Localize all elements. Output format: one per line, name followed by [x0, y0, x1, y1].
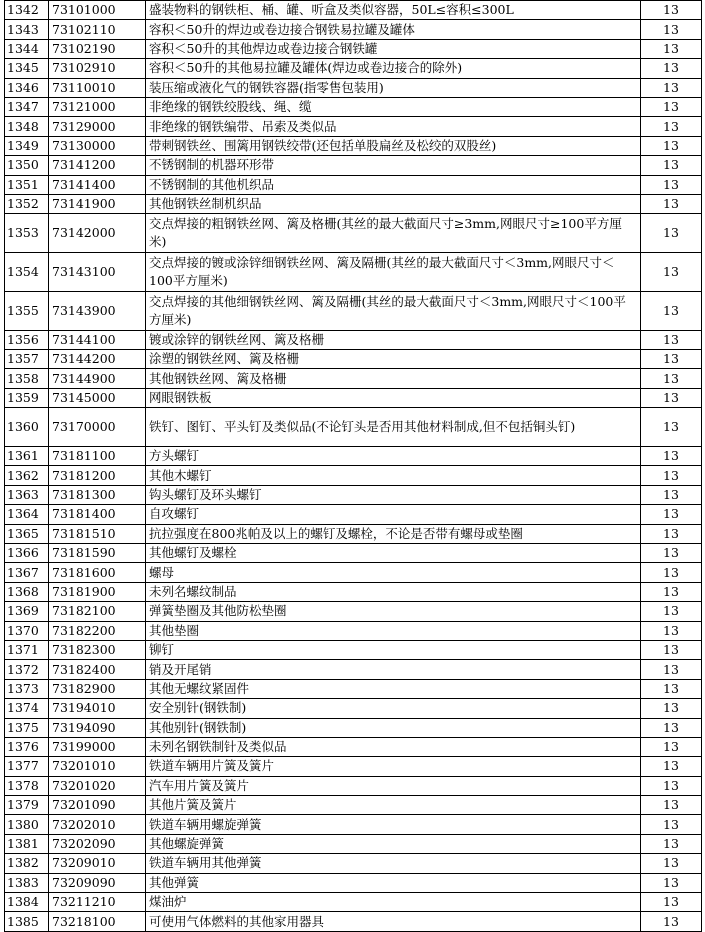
- hs-code-cell: 73181100: [49, 447, 146, 466]
- hs-code-cell: 73144900: [49, 369, 146, 388]
- rate-cell: 13: [641, 20, 702, 39]
- description-cell: 螺母: [146, 563, 641, 582]
- description-cell: 汽车用片簧及簧片: [146, 776, 641, 795]
- description-cell: 网眼钢铁板: [146, 388, 641, 407]
- table-row: [5, 524, 702, 543]
- hs-code-cell: 73144100: [49, 330, 146, 349]
- row-number-cell: 1385: [5, 912, 49, 931]
- rate-cell: 13: [641, 136, 702, 155]
- description-cell: 方头螺钉: [146, 447, 641, 466]
- hs-code-cell: 73141200: [49, 156, 146, 175]
- table-row: [5, 679, 702, 698]
- table-row: [5, 330, 702, 349]
- hs-code-cell: 73182400: [49, 660, 146, 679]
- row-number-cell: 1380: [5, 815, 49, 834]
- description-cell: 其他木螺钉: [146, 466, 641, 485]
- description-cell: 其他钢铁丝制机织品: [146, 194, 641, 213]
- hs-code-cell: 73209090: [49, 873, 146, 892]
- hs-code-cell: 73182900: [49, 679, 146, 698]
- row-number-cell: 1363: [5, 485, 49, 504]
- row-number-cell: 1364: [5, 505, 49, 524]
- table-row: [5, 737, 702, 756]
- hs-code-cell: 73194090: [49, 718, 146, 737]
- hs-code-cell: 73181400: [49, 505, 146, 524]
- rate-cell: 13: [641, 117, 702, 136]
- hs-code-cell: 73181900: [49, 582, 146, 601]
- hs-code-cell: 73121000: [49, 97, 146, 116]
- description-cell: 交点焊接的其他细钢铁丝网、篱及隔栅(其丝的最大截面尺寸＜3mm,网眼尺寸＜100平方厘米): [146, 291, 641, 330]
- description-cell: 其他垫圈: [146, 621, 641, 640]
- row-number-cell: 1376: [5, 737, 49, 756]
- table-row: [5, 214, 702, 253]
- rate-cell: 13: [641, 640, 702, 659]
- rate-cell: 13: [641, 175, 702, 194]
- hs-code-cell: 73143900: [49, 291, 146, 330]
- table-row: [5, 175, 702, 194]
- description-cell: 铆钉: [146, 640, 641, 659]
- description-cell: 未列名钢铁制针及类似品: [146, 737, 641, 756]
- rate-cell: 13: [641, 718, 702, 737]
- table-row: [5, 563, 702, 582]
- table-row: [5, 660, 702, 679]
- table-row: [5, 544, 702, 563]
- row-number-cell: 1367: [5, 563, 49, 582]
- description-cell: 其他螺钉及螺栓: [146, 544, 641, 563]
- description-cell: 弹簧垫圈及其他防松垫圈: [146, 602, 641, 621]
- description-cell: 其他片簧及簧片: [146, 796, 641, 815]
- description-cell: 非绝缘的钢铁绞股线、绳、缆: [146, 97, 641, 116]
- row-number-cell: 1344: [5, 39, 49, 58]
- rate-cell: 13: [641, 388, 702, 407]
- hs-code-cell: 73170000: [49, 408, 146, 447]
- hs-code-cell: 73201020: [49, 776, 146, 795]
- description-cell: 其他钢铁丝网、篱及格栅: [146, 369, 641, 388]
- table-row: [5, 156, 702, 175]
- table-row: [5, 582, 702, 601]
- row-number-cell: 1373: [5, 679, 49, 698]
- hs-code-cell: 73182200: [49, 621, 146, 640]
- row-number-cell: 1355: [5, 291, 49, 330]
- rate-cell: 13: [641, 485, 702, 504]
- hs-code-cell: 73102110: [49, 20, 146, 39]
- rate-cell: 13: [641, 796, 702, 815]
- table-row: [5, 350, 702, 369]
- row-number-cell: 1370: [5, 621, 49, 640]
- rate-cell: 13: [641, 524, 702, 543]
- table-row: [5, 194, 702, 213]
- row-number-cell: 1349: [5, 136, 49, 155]
- rate-cell: 13: [641, 156, 702, 175]
- row-number-cell: 1365: [5, 524, 49, 543]
- hs-code-cell: 73201010: [49, 757, 146, 776]
- description-cell: 盛装物料的钢铁柜、桶、罐、听盒及类似容器，50L≤容积≤300L: [146, 1, 641, 20]
- description-cell: 涂塑的钢铁丝网、篱及格栅: [146, 350, 641, 369]
- rate-cell: 13: [641, 505, 702, 524]
- hs-code-cell: 73181590: [49, 544, 146, 563]
- description-cell: 不锈钢制的其他机织品: [146, 175, 641, 194]
- rate-cell: 13: [641, 563, 702, 582]
- hs-code-cell: 73209010: [49, 854, 146, 873]
- row-number-cell: 1342: [5, 1, 49, 20]
- table-row: [5, 466, 702, 485]
- rate-cell: 13: [641, 737, 702, 756]
- hs-code-cell: 73129000: [49, 117, 146, 136]
- description-cell: 带刺钢铁丝、围篱用钢铁绞带(还包括单股扁丝及松绞的双股丝): [146, 136, 641, 155]
- description-cell: 铁道车辆用螺旋弹簧: [146, 815, 641, 834]
- rate-cell: 13: [641, 59, 702, 78]
- description-cell: 容积＜50升的其他焊边或卷边接合钢铁罐: [146, 39, 641, 58]
- description-cell: 不锈钢制的机器环形带: [146, 156, 641, 175]
- description-cell: 煤油炉: [146, 893, 641, 912]
- description-cell: 其他别针(钢铁制): [146, 718, 641, 737]
- description-cell: 其他无螺纹紧固件: [146, 679, 641, 698]
- table-row: [5, 447, 702, 466]
- row-number-cell: 1346: [5, 78, 49, 97]
- hs-code-cell: 73143100: [49, 253, 146, 292]
- description-cell: 容积＜50升的其他易拉罐及罐体(焊边或卷边接合的除外): [146, 59, 641, 78]
- row-number-cell: 1378: [5, 776, 49, 795]
- description-cell: 交点焊接的粗钢铁丝网、篱及格栅(其丝的最大截面尺寸≥3mm,网眼尺寸≥100平方厘米): [146, 214, 641, 253]
- rate-cell: 13: [641, 194, 702, 213]
- description-cell: 铁道车辆用片簧及簧片: [146, 757, 641, 776]
- description-cell: 铁钉、图钉、平头钉及类似品(不论钉头是否用其他材料制成,但不包括铜头钉): [146, 408, 641, 447]
- hs-code-cell: 73130000: [49, 136, 146, 155]
- rate-cell: 13: [641, 447, 702, 466]
- rate-cell: 13: [641, 679, 702, 698]
- hs-code-cell: 73199000: [49, 737, 146, 756]
- row-number-cell: 1372: [5, 660, 49, 679]
- hs-code-cell: 73181200: [49, 466, 146, 485]
- rate-cell: 13: [641, 893, 702, 912]
- hs-code-cell: 73181600: [49, 563, 146, 582]
- row-number-cell: 1347: [5, 97, 49, 116]
- rate-cell: 13: [641, 699, 702, 718]
- rate-cell: 13: [641, 912, 702, 931]
- hs-code-cell: 73102190: [49, 39, 146, 58]
- table-row: [5, 640, 702, 659]
- row-number-cell: 1379: [5, 796, 49, 815]
- description-cell: 钩头螺钉及环头螺钉: [146, 485, 641, 504]
- description-cell: 未列名螺纹制品: [146, 582, 641, 601]
- rate-cell: 13: [641, 854, 702, 873]
- row-number-cell: 1383: [5, 873, 49, 892]
- table-row: [5, 776, 702, 795]
- hs-code-cell: 73194010: [49, 699, 146, 718]
- table-row: [5, 78, 702, 97]
- description-cell: 自攻螺钉: [146, 505, 641, 524]
- row-number-cell: 1353: [5, 214, 49, 253]
- table-row: [5, 505, 702, 524]
- row-number-cell: 1350: [5, 156, 49, 175]
- hs-code-cell: 73145000: [49, 388, 146, 407]
- table-row: [5, 59, 702, 78]
- table-row: [5, 369, 702, 388]
- description-cell: 可使用气体燃料的其他家用器具: [146, 912, 641, 931]
- rate-cell: 13: [641, 466, 702, 485]
- description-cell: 其他螺旋弹簧: [146, 834, 641, 853]
- row-number-cell: 1343: [5, 20, 49, 39]
- row-number-cell: 1360: [5, 408, 49, 447]
- hs-code-cell: 73110010: [49, 78, 146, 97]
- table-row: [5, 912, 702, 931]
- rate-cell: 13: [641, 582, 702, 601]
- description-cell: 安全别针(钢铁制): [146, 699, 641, 718]
- description-cell: 销及开尾销: [146, 660, 641, 679]
- description-cell: 容积＜50升的焊边或卷边接合钢铁易拉罐及罐体: [146, 20, 641, 39]
- row-number-cell: 1382: [5, 854, 49, 873]
- table-row: [5, 699, 702, 718]
- description-cell: 其他弹簧: [146, 873, 641, 892]
- table-row: [5, 893, 702, 912]
- row-number-cell: 1369: [5, 602, 49, 621]
- row-number-cell: 1361: [5, 447, 49, 466]
- row-number-cell: 1384: [5, 893, 49, 912]
- row-number-cell: 1357: [5, 350, 49, 369]
- tariff-table: [4, 0, 702, 932]
- table-row: [5, 408, 702, 447]
- rate-cell: 13: [641, 544, 702, 563]
- row-number-cell: 1351: [5, 175, 49, 194]
- rate-cell: 13: [641, 350, 702, 369]
- hs-code-cell: 73211210: [49, 893, 146, 912]
- rate-cell: 13: [641, 776, 702, 795]
- hs-code-cell: 73202090: [49, 834, 146, 853]
- row-number-cell: 1375: [5, 718, 49, 737]
- table-row: [5, 873, 702, 892]
- row-number-cell: 1358: [5, 369, 49, 388]
- hs-code-cell: 73141900: [49, 194, 146, 213]
- hs-code-cell: 73202010: [49, 815, 146, 834]
- row-number-cell: 1348: [5, 117, 49, 136]
- table-row: [5, 97, 702, 116]
- table-row: [5, 815, 702, 834]
- rate-cell: 13: [641, 815, 702, 834]
- hs-code-cell: 73141400: [49, 175, 146, 194]
- table-row: [5, 388, 702, 407]
- row-number-cell: 1345: [5, 59, 49, 78]
- rate-cell: 13: [641, 757, 702, 776]
- row-number-cell: 1352: [5, 194, 49, 213]
- rate-cell: 13: [641, 873, 702, 892]
- hs-code-cell: 73101000: [49, 1, 146, 20]
- table-row: [5, 485, 702, 504]
- rate-cell: 13: [641, 291, 702, 330]
- rate-cell: 13: [641, 97, 702, 116]
- rate-cell: 13: [641, 1, 702, 20]
- hs-code-cell: 73181510: [49, 524, 146, 543]
- row-number-cell: 1377: [5, 757, 49, 776]
- rate-cell: 13: [641, 214, 702, 253]
- table-row: [5, 757, 702, 776]
- table-row: [5, 602, 702, 621]
- rate-cell: 13: [641, 39, 702, 58]
- hs-code-cell: 73201090: [49, 796, 146, 815]
- rate-cell: 13: [641, 253, 702, 292]
- rate-cell: 13: [641, 408, 702, 447]
- rate-cell: 13: [641, 78, 702, 97]
- description-cell: 抗拉强度在800兆帕及以上的螺钉及螺栓，不论是否带有螺母或垫圈: [146, 524, 641, 543]
- rate-cell: 13: [641, 660, 702, 679]
- description-cell: 铁道车辆用其他弹簧: [146, 854, 641, 873]
- hs-code-cell: 73182100: [49, 602, 146, 621]
- row-number-cell: 1368: [5, 582, 49, 601]
- table-row: [5, 621, 702, 640]
- table-row: [5, 291, 702, 330]
- table-body: [5, 1, 702, 932]
- row-number-cell: 1371: [5, 640, 49, 659]
- table-row: [5, 854, 702, 873]
- description-cell: 装压缩或液化气的钢铁容器(指零售包装用): [146, 78, 641, 97]
- row-number-cell: 1359: [5, 388, 49, 407]
- row-number-cell: 1374: [5, 699, 49, 718]
- table-row: [5, 20, 702, 39]
- hs-code-cell: 73142000: [49, 214, 146, 253]
- rate-cell: 13: [641, 602, 702, 621]
- hs-code-cell: 73182300: [49, 640, 146, 659]
- row-number-cell: 1381: [5, 834, 49, 853]
- hs-code-cell: 73102910: [49, 59, 146, 78]
- table-row: [5, 796, 702, 815]
- table-row: [5, 1, 702, 20]
- hs-code-cell: 73181300: [49, 485, 146, 504]
- rate-cell: 13: [641, 834, 702, 853]
- row-number-cell: 1366: [5, 544, 49, 563]
- table-row: [5, 718, 702, 737]
- description-cell: 非绝缘的钢铁编带、吊索及类似品: [146, 117, 641, 136]
- hs-code-cell: 73144200: [49, 350, 146, 369]
- table-row: [5, 39, 702, 58]
- description-cell: 交点焊接的镀或涂锌细钢铁丝网、篱及隔栅(其丝的最大截面尺寸＜3mm,网眼尺寸＜100平方厘米): [146, 253, 641, 292]
- table-row: [5, 117, 702, 136]
- row-number-cell: 1354: [5, 253, 49, 292]
- row-number-cell: 1356: [5, 330, 49, 349]
- description-cell: 镀或涂锌的钢铁丝网、篱及格栅: [146, 330, 641, 349]
- hs-code-cell: 73218100: [49, 912, 146, 931]
- row-number-cell: 1362: [5, 466, 49, 485]
- table-row: [5, 136, 702, 155]
- table-row: [5, 834, 702, 853]
- rate-cell: 13: [641, 369, 702, 388]
- rate-cell: 13: [641, 330, 702, 349]
- table-row: [5, 253, 702, 292]
- rate-cell: 13: [641, 621, 702, 640]
